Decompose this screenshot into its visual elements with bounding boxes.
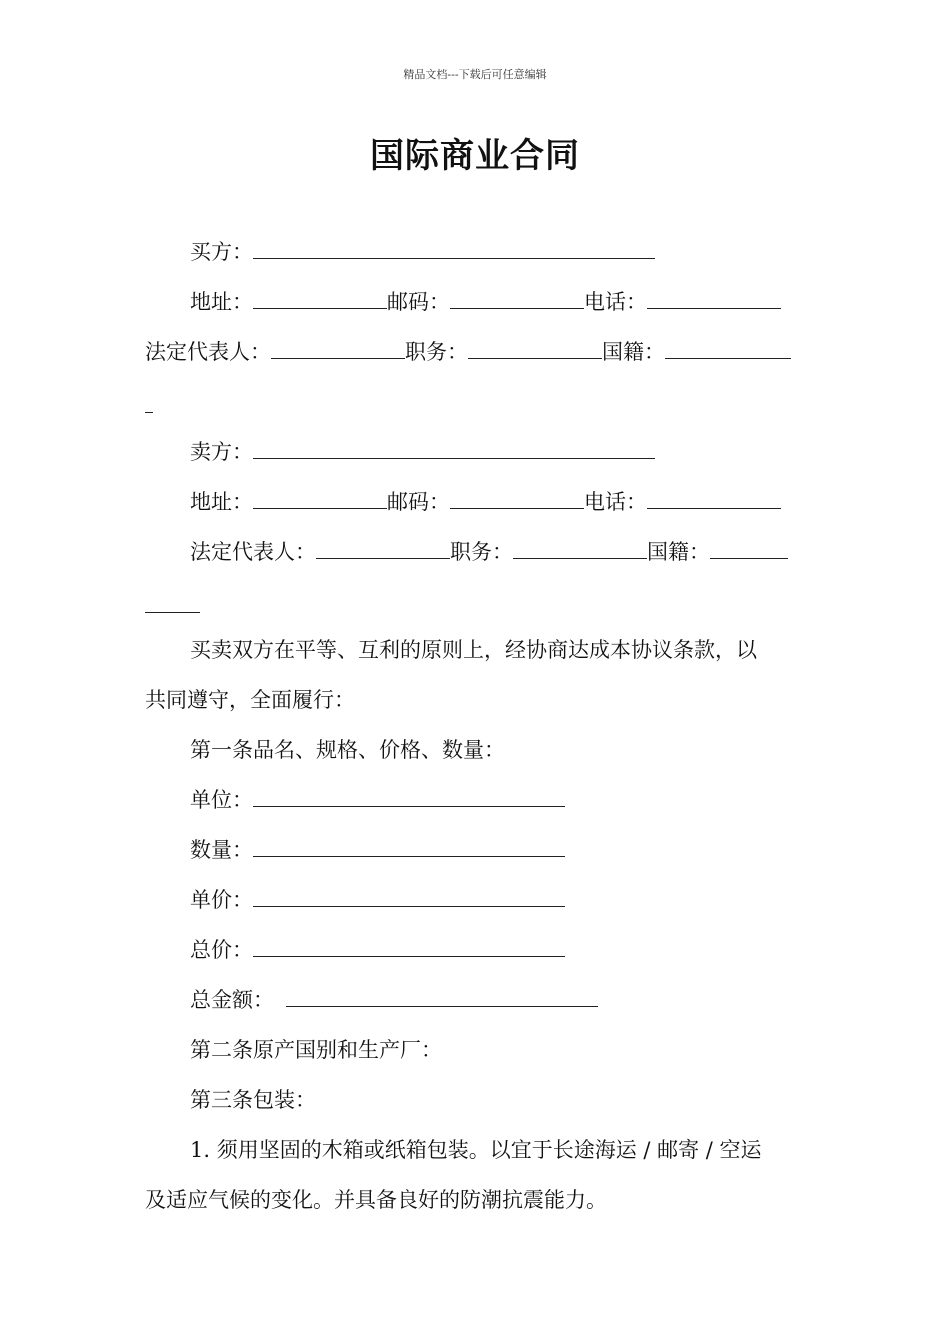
intro-line-2: 共同遵守，全面履行： — [145, 688, 355, 712]
buyer-name-label: 买方： — [190, 240, 253, 264]
buyer-address-blank — [253, 290, 387, 309]
buyer-postcode-label: 邮码： — [387, 290, 450, 314]
total-price-blank — [253, 938, 565, 957]
seller-rep-row-continued — [145, 592, 200, 620]
article-3-item-1-line-1: 1. 须用坚固的木箱或纸箱包装。以宜于长途海运 / 邮寄 / 空运 — [190, 1138, 762, 1162]
article-1-title: 第一条品名、规格、价格、数量： — [190, 738, 505, 762]
buyer-name-row — [190, 238, 655, 266]
buyer-nationality-label: 国籍： — [602, 340, 665, 364]
buyer-position-label: 职务： — [405, 340, 468, 364]
seller-name-label: 卖方： — [190, 440, 253, 464]
seller-rep-blank — [316, 540, 450, 559]
seller-postcode-blank — [450, 490, 584, 509]
unit-price-label: 单价： — [190, 888, 253, 912]
seller-nationality-blank — [710, 540, 788, 559]
seller-phone-label: 电话： — [584, 490, 647, 514]
seller-rep-row — [190, 538, 788, 566]
buyer-position-blank — [468, 340, 602, 359]
buyer-rep-label: 法定代表人： — [145, 340, 271, 364]
buyer-rep-blank — [271, 340, 405, 359]
buyer-phone-label: 电话： — [584, 290, 647, 314]
seller-rep-label: 法定代表人： — [190, 540, 316, 564]
document-title: 国际商业合同 — [370, 136, 580, 176]
buyer-nationality-blank-continued — [145, 394, 153, 413]
seller-address-blank — [253, 490, 387, 509]
total-price-row — [190, 936, 565, 964]
total-amount-blank — [286, 988, 598, 1007]
header-note: 精品文档---下载后可任意编辑 — [403, 68, 547, 81]
seller-name-blank — [253, 440, 655, 459]
total-amount-row — [190, 986, 598, 1014]
seller-name-row — [190, 438, 655, 466]
article-3-item-1-line-2: 及适应气候的变化。并具备良好的防潮抗震能力。 — [145, 1188, 607, 1212]
article-2-title: 第二条原产国别和生产厂： — [190, 1038, 442, 1062]
unit-price-row — [190, 886, 565, 914]
seller-nationality-label: 国籍： — [647, 540, 710, 564]
seller-postcode-label: 邮码： — [387, 490, 450, 514]
buyer-address-label: 地址： — [190, 290, 253, 314]
buyer-name-blank — [253, 240, 655, 259]
seller-phone-blank — [647, 490, 781, 509]
quantity-row — [190, 836, 565, 864]
quantity-label: 数量： — [190, 838, 253, 862]
unit-label: 单位： — [190, 788, 253, 812]
buyer-nationality-blank — [665, 340, 791, 359]
seller-address-label: 地址： — [190, 490, 253, 514]
total-price-label: 总价： — [190, 938, 253, 962]
buyer-address-row — [190, 288, 781, 316]
quantity-blank — [253, 838, 565, 857]
buyer-postcode-blank — [450, 290, 584, 309]
seller-address-row — [190, 488, 781, 516]
buyer-rep-row — [145, 338, 791, 366]
buyer-phone-blank — [647, 290, 781, 309]
unit-row — [190, 786, 565, 814]
seller-position-label: 职务： — [450, 540, 513, 564]
unit-blank — [253, 788, 565, 807]
seller-position-blank — [513, 540, 647, 559]
unit-price-blank — [253, 888, 565, 907]
article-3-title: 第三条包装： — [190, 1088, 316, 1112]
total-amount-label: 总金额： — [190, 988, 274, 1012]
buyer-rep-row-continued — [145, 392, 153, 420]
intro-line-1: 买卖双方在平等、互利的原则上，经协商达成本协议条款，以 — [190, 638, 757, 662]
seller-nationality-blank-continued — [145, 594, 200, 613]
